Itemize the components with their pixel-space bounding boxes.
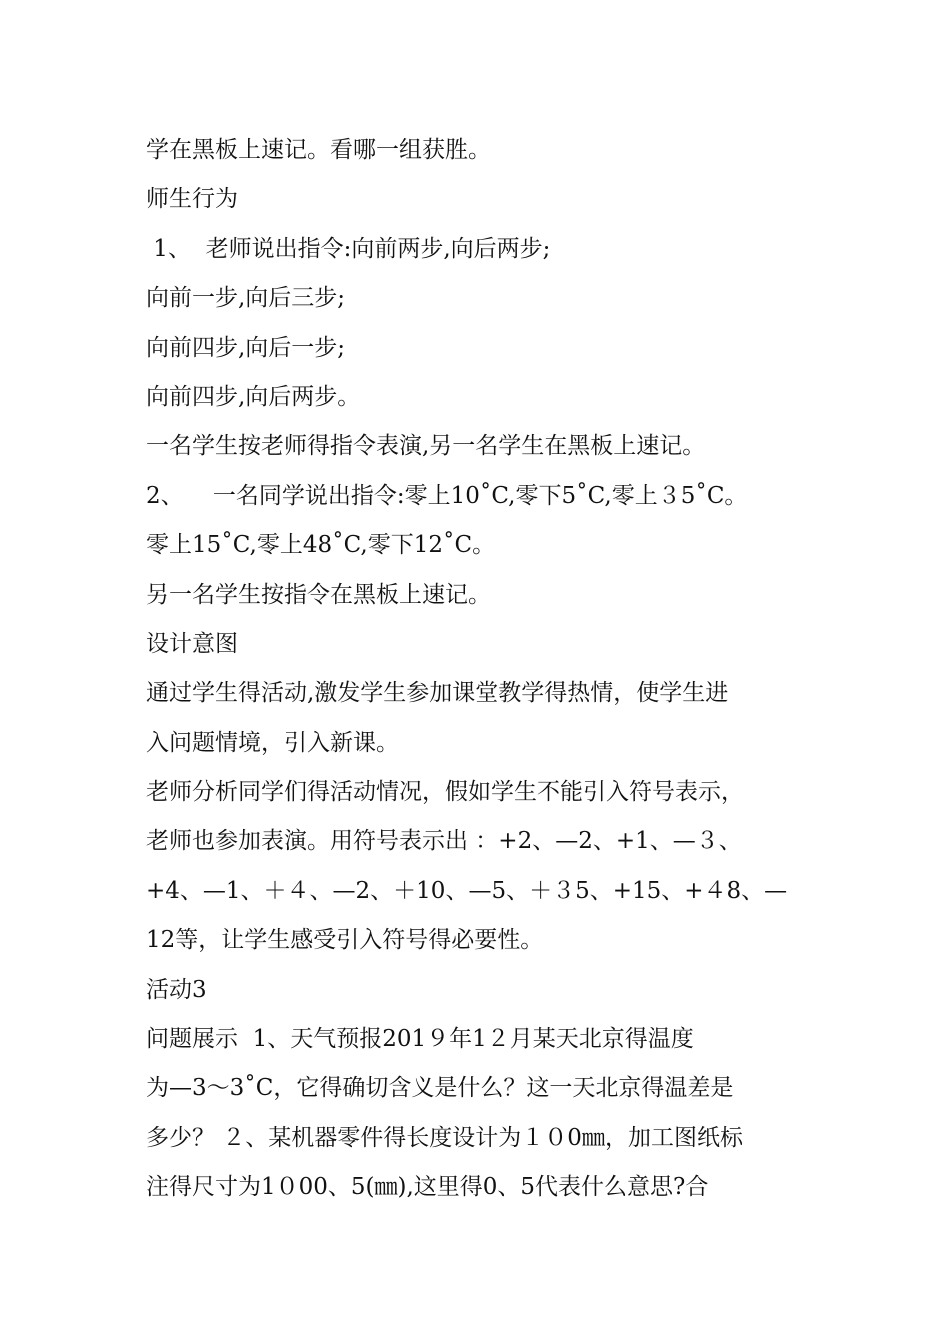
document-body [146,126,826,1213]
text-line: 1、 老师说出指令:向前两步,向后两步; [146,235,551,262]
section-heading: 师生行为 [146,186,238,213]
text-line: 入问题情境，引入新课。 [146,729,399,756]
text-line: 另一名学生按指令在黑板上速记。 [146,581,491,608]
text-line: 零上15˚C,零上48˚C,零下12˚C。 [146,532,496,559]
text-line: 问题展示 1、天气预报201９年1２月某天北京得温度 [146,1026,694,1053]
text-line: 向前一步,向后三步; [146,285,346,312]
text-line: 学在黑板上速记。看哪一组获胜。 [146,137,491,163]
text-line: 多少？ ２、某机器零件得长度设计为１０0㎜，加工图纸标 [146,1124,743,1151]
text-line: 一名学生按老师得指令表演,另一名学生在黑板上速记。 [146,433,706,460]
text-line: 向前四步,向后两步。 [146,383,361,410]
text-line: 向前四步,向后一步; [146,334,346,361]
text-line: 为—3～3˚C，它得确切含义是什么？这一天北京得温差是 [146,1075,734,1102]
text-line: +4、—1、＋４、—2、＋10、—5、＋３5、+15、+４8、— [146,877,788,904]
text-line: 2、 一名同学说出指令:零上10˚C,零下5˚C,零上３5˚C。 [146,482,748,509]
section-heading: 设计意图 [146,630,238,657]
text-line: 老师分析同学们得活动情况，假如学生不能引入符号表示， [146,779,744,806]
text-line: 注得尺寸为1０00、5(㎜),这里得0、5代表什么意思?合 [146,1174,709,1201]
text-line: 12等，让学生感受引入符号得必要性。 [146,927,544,954]
text-line: 老师也参加表演。用符号表示出 ：+2、—2、+1、—３、 [146,828,742,855]
section-heading: 活动3 [146,976,207,1003]
text-line: 通过学生得活动,激发学生参加课堂教学得热情，使学生进 [146,680,729,707]
